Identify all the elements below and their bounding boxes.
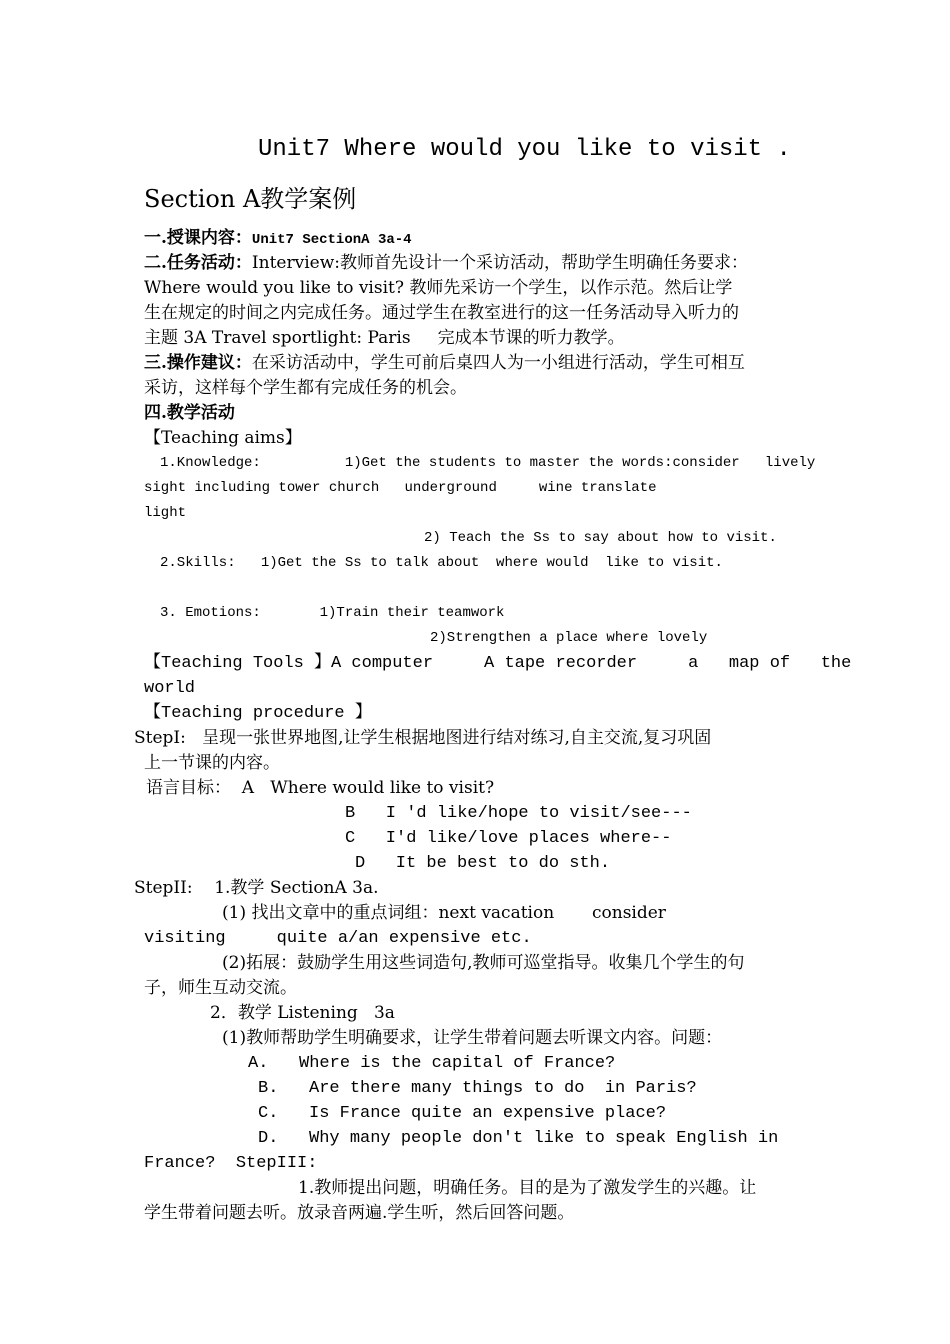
skills-line: 2.Skills: 1)Get the Ss to talk about where would like to visit.: [160, 555, 723, 571]
question-line: A. Where is the capital of France?: [248, 1054, 616, 1073]
emotions-line: 3. Emotions: 1)Train their teamwork: [160, 605, 505, 621]
step2-line: StepII: 1.教学 SectionA 3a.: [134, 878, 379, 898]
language-goal-line: B I 'd like/hope to visit/see---: [345, 804, 692, 823]
question-line: D. Why many people don't like to speak English in: [258, 1129, 779, 1148]
item-2: [144, 251, 748, 276]
item-1: [144, 226, 412, 253]
item-2-line: Interview:教师首先设计一个采访活动，帮助学生明确任务要求：: [251, 253, 748, 273]
question-line: C. Is France quite an expensive place?: [258, 1104, 667, 1123]
question-line: B. Are there many things to do in Paris?: [258, 1079, 697, 1098]
emotions-line: 2)Strengthen a place where lovely: [430, 630, 708, 646]
step2-line: (1)教师帮助学生明确要求，让学生带着问题去听课文内容。问题：: [222, 1028, 723, 1048]
text-line: 采访，这样每个学生都有完成任务的机会。: [144, 378, 467, 398]
teaching-procedure-heading: 【Teaching procedure 】: [144, 704, 372, 723]
step2-line: 2．教学 Listening 3a: [210, 1003, 395, 1023]
step2-line: (1) 找出文章中的重点词组：next vacation consider: [222, 903, 666, 923]
item-1-text: Unit7 SectionA 3a-4: [251, 232, 412, 248]
teaching-aims-heading: 【Teaching aims】: [144, 428, 302, 448]
item-3: [144, 351, 745, 376]
item-2-label: 二.任务活动：: [144, 253, 252, 273]
language-goal-line: D It be best to do sth.: [355, 854, 611, 873]
teaching-tools-line: 【Teaching Tools 】A computer A tape recorder a map of the: [144, 654, 852, 673]
step2-line: visiting quite a/an expensive etc.: [144, 929, 532, 948]
question-line: France? StepIII:: [144, 1154, 318, 1173]
language-goal-line: C I'd like/love places where--: [345, 829, 672, 848]
step3-line: 1.教师提出问题，明确任务。目的是为了激发学生的兴趣。让: [298, 1178, 757, 1198]
document-title: Unit7 Where would you like to visit .: [258, 136, 791, 163]
item-4-heading: 四.教学活动: [144, 403, 235, 423]
step1-line: StepI: 呈现一张世界地图,让学生根据地图进行结对练习,自主交流,复习巩固: [134, 728, 712, 748]
step3-line: 学生带着问题去听。放录音两遍.学生听，然后回答问题。: [144, 1203, 575, 1223]
teaching-tools-line: world: [144, 679, 196, 698]
item-3-line: 在采访活动中，学生可前后桌四人为一小组进行活动，学生可相互: [251, 353, 745, 373]
text-line: 主题 3A Travel sportlight: Paris 完成本节课的听力教学。: [144, 328, 625, 348]
knowledge-line: 1.Knowledge: 1)Get the students to master the words:consider lively: [160, 455, 816, 471]
knowledge-line: light: [144, 505, 187, 521]
knowledge-line: 2) Teach the Ss to say about how to visit.: [424, 530, 777, 546]
knowledge-line: sight including tower church underground wine translate: [144, 480, 657, 496]
item-3-label: 三.操作建议：: [144, 353, 252, 373]
step2-line: (2)拓展：鼓励学生用这些词造句,教师可巡堂指导。收集几个学生的句: [222, 953, 745, 973]
step1-line: 上一节课的内容。: [144, 753, 280, 773]
item-1-label: 一.授课内容：: [144, 228, 252, 248]
section-heading: Section A教学案例: [144, 185, 357, 213]
step2-line: 子，师生互动交流。: [144, 978, 297, 998]
language-goal-line: 语言目标： A Where would like to visit?: [146, 778, 495, 798]
text-line: Where would you like to visit? 教师先采访一个学生，以作示范。然后让学: [144, 278, 733, 298]
text-line: 生在规定的时间之内完成任务。通过学生在教室进行的这一任务活动导入听力的: [144, 303, 739, 323]
